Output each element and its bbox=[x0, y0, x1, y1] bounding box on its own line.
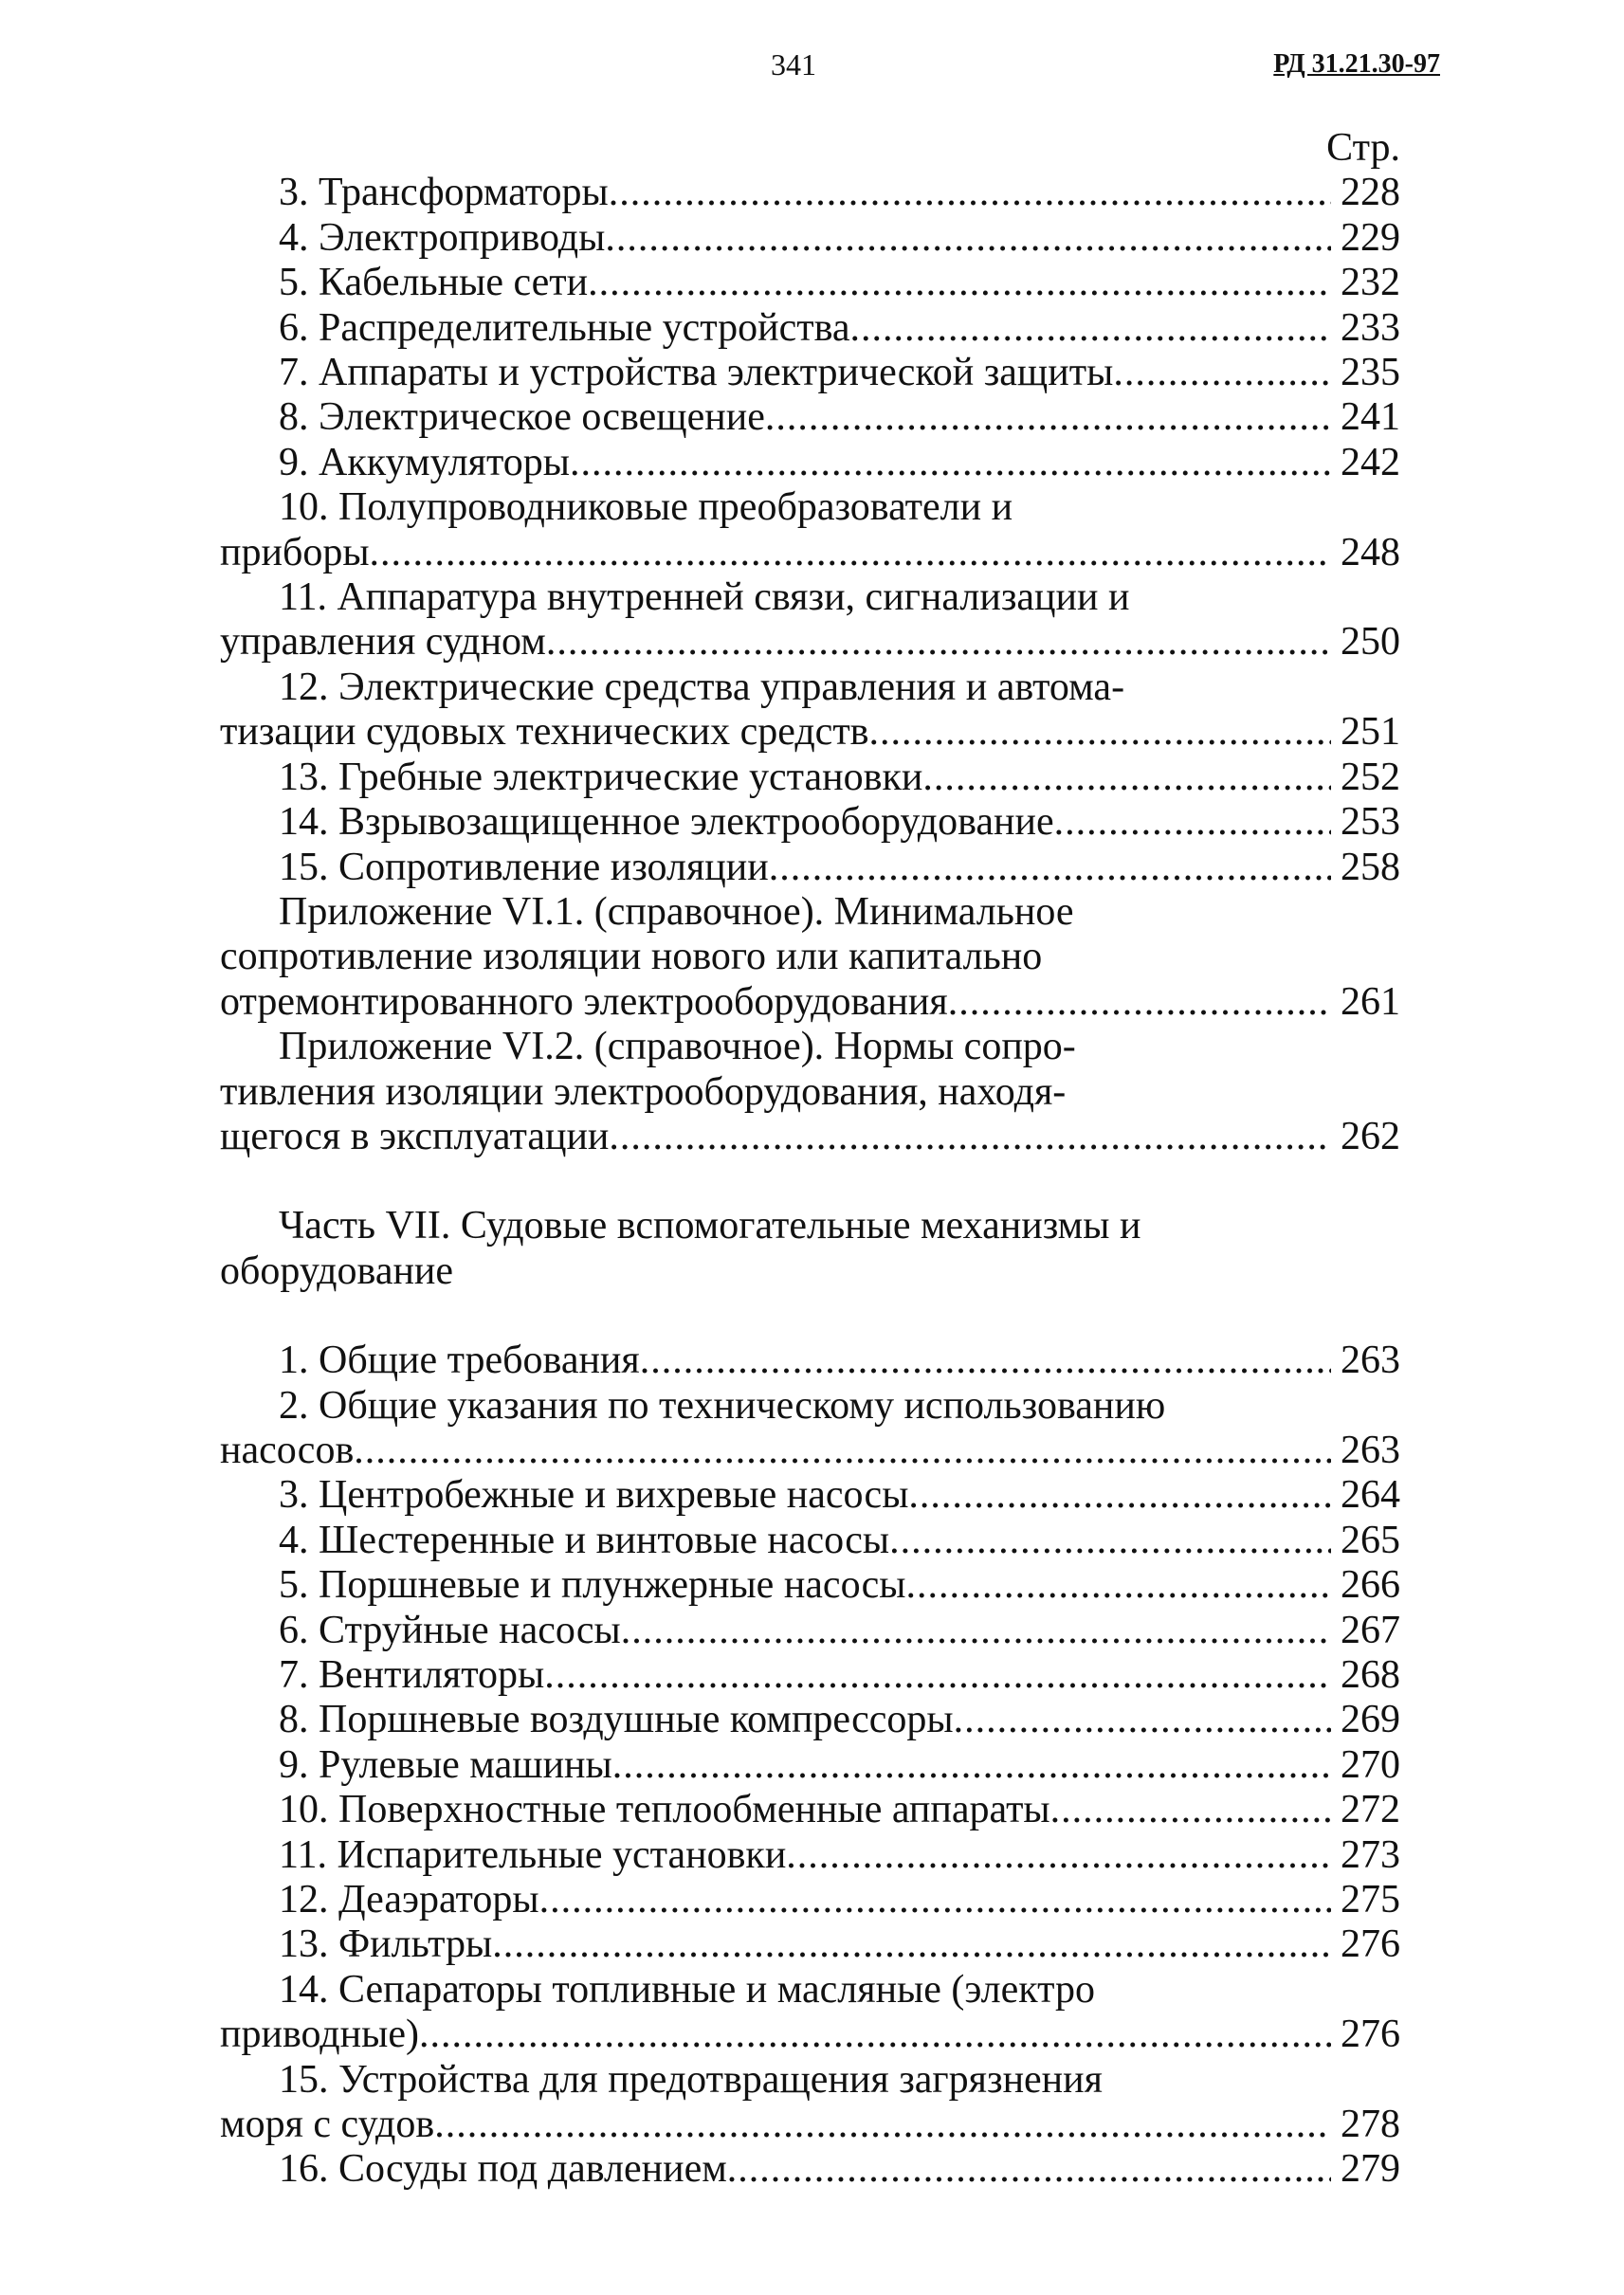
toc-entry: 13. Гребные электрические установки ..... 252 bbox=[220, 756, 1400, 800]
toc-entry-text: 2. Общие указания по техническому использованию bbox=[279, 1383, 1166, 1428]
toc-entry: отремонтированного электрооборудования ..... 261 bbox=[220, 980, 1400, 1025]
table-of-contents bbox=[220, 126, 1400, 2193]
toc-entry: приборы ..... 248 bbox=[220, 531, 1400, 575]
toc-entry: 4. Электроприводы ..... 229 bbox=[220, 216, 1400, 261]
toc-entry: тизации судовых технических средств ..... 251 bbox=[220, 710, 1400, 755]
toc-entry-text: сопротивление изоляции нового или капитально bbox=[220, 935, 1043, 979]
toc-entry: 5. Кабельные сети ..... 232 bbox=[220, 261, 1400, 305]
toc-entry: 11. Испарительные установки ..... 273 bbox=[220, 1833, 1400, 1878]
toc-entry: приводные) ..... 276 bbox=[220, 2013, 1400, 2057]
document-code: РД 31.21.30-97 bbox=[1273, 49, 1440, 79]
part-title: Часть VII. Судовые вспомогательные механизмы и bbox=[279, 1204, 1141, 1248]
page-number: 341 bbox=[771, 47, 816, 82]
part-title-continued: оборудование bbox=[220, 1248, 454, 1293]
toc-entry: 3. Трансформаторы ..... 228 bbox=[220, 171, 1400, 215]
toc-entry: 1. Общие требования ..... 263 bbox=[220, 1339, 1400, 1383]
toc-entry-text: 12. Электрические средства управления и автома- bbox=[279, 665, 1125, 709]
toc-entry: насосов ..... 263 bbox=[220, 1429, 1400, 1473]
toc-entry: моря с судов ..... 278 bbox=[220, 2103, 1400, 2147]
toc-entry: 10. Поверхностные теплообменные аппараты ..... 272 bbox=[220, 1788, 1400, 1832]
toc-entry: 8. Электрическое освещение ..... 241 bbox=[220, 395, 1400, 440]
toc-entry: 16. Сосуды под давлением ..... 279 bbox=[220, 2147, 1400, 2192]
page-column-header: Стр. bbox=[1326, 126, 1400, 170]
toc-entry: 6. Струйные насосы ..... 267 bbox=[220, 1609, 1400, 1653]
toc-entry: 4. Шестеренные и винтовые насосы ..... 265 bbox=[220, 1519, 1400, 1563]
toc-entry-text: Приложение VI.1. (справочное). Минимальное bbox=[279, 889, 1074, 934]
toc-entry: 6. Распределительные устройства ..... 233 bbox=[220, 306, 1400, 351]
toc-entry: управления судном ..... 250 bbox=[220, 620, 1400, 665]
toc-entry: 7. Аппараты и устройства электрической защиты ..... 235 bbox=[220, 351, 1400, 395]
toc-entry: щегося в эксплуатации ..... 262 bbox=[220, 1115, 1400, 1159]
toc-entry: 12. Деаэраторы ..... 275 bbox=[220, 1878, 1400, 1922]
toc-entry-text: 15. Устройства для предотвращения загрязнения bbox=[279, 2057, 1103, 2102]
toc-entry: 3. Центробежные и вихревые насосы ..... 264 bbox=[220, 1473, 1400, 1518]
page-header bbox=[0, 47, 1624, 85]
toc-entry: 8. Поршневые воздушные компрессоры ..... 269 bbox=[220, 1698, 1400, 1742]
toc-entry: 15. Сопротивление изоляции ..... 258 bbox=[220, 846, 1400, 890]
toc-entry: 13. Фильтры ..... 276 bbox=[220, 1922, 1400, 1967]
toc-entry: 9. Аккумуляторы ..... 242 bbox=[220, 441, 1400, 485]
toc-entry-text: 10. Полупроводниковые преобразователи и bbox=[279, 485, 1013, 530]
toc-entry: 5. Поршневые и плунжерные насосы ..... 266 bbox=[220, 1563, 1400, 1608]
toc-entry: 14. Взрывозащищенное электрооборудование ..... 253 bbox=[220, 800, 1400, 845]
toc-entry: 7. Вентиляторы ..... 268 bbox=[220, 1653, 1400, 1698]
toc-entry-text: 14. Сепараторы топливные и масляные (электро bbox=[279, 1967, 1095, 2012]
toc-entry: 9. Рулевые машины ..... 270 bbox=[220, 1743, 1400, 1788]
toc-entry-text: Приложение VI.2. (справочное). Нормы сопро- bbox=[279, 1025, 1076, 1069]
toc-entry-text: 11. Аппаратура внутренней связи, сигнализации и bbox=[279, 575, 1130, 620]
toc-entry-text: тивления изоляции электрооборудования, находя- bbox=[220, 1069, 1067, 1114]
